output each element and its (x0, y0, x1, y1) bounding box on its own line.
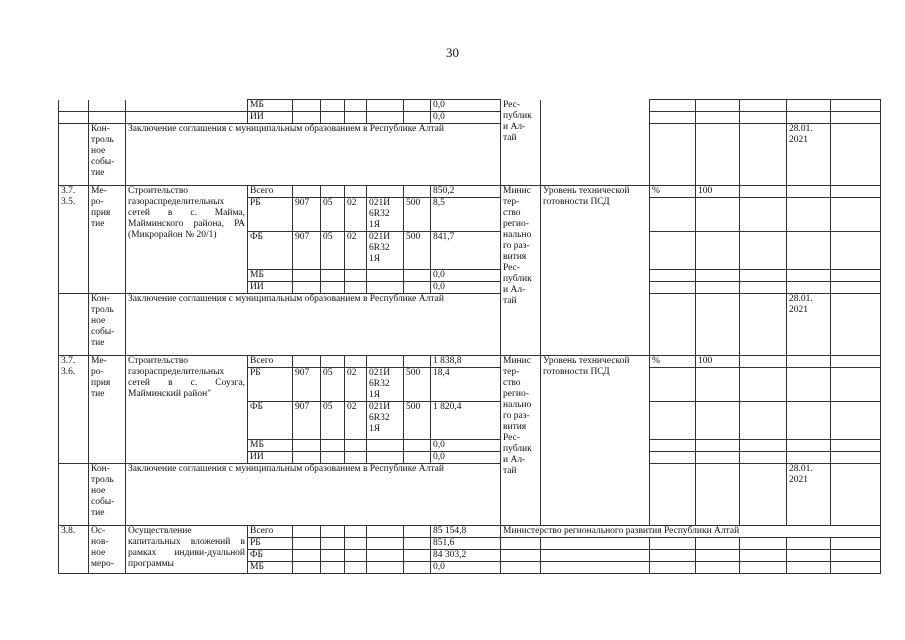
table-cell (367, 550, 404, 562)
page-number: 30 (446, 45, 459, 60)
table-cell (696, 464, 740, 526)
table-cell (293, 452, 321, 464)
table-cell (404, 100, 431, 112)
table-cell (501, 562, 541, 574)
table-cell (367, 282, 404, 294)
table-cell (740, 356, 787, 368)
table-cell (831, 538, 881, 550)
table-cell (345, 550, 367, 562)
source-cell: ИИ (248, 282, 293, 294)
table-cell (740, 198, 787, 232)
value-cell: 851,6 (431, 538, 501, 550)
table-cell (367, 526, 404, 538)
table-cell (650, 294, 696, 356)
table-cell (345, 270, 367, 282)
table-cell (367, 440, 404, 452)
table-cell (740, 294, 787, 356)
table-cell (293, 356, 321, 368)
table-cell (321, 550, 345, 562)
table-cell (367, 562, 404, 574)
table-cell (740, 402, 787, 440)
source-cell: ИИ (248, 452, 293, 464)
indicator-cell: Уровень технической готовности ПСД (541, 186, 650, 356)
source-cell: РБ (248, 538, 293, 550)
table-row (59, 526, 881, 538)
table-cell (293, 270, 321, 282)
table-cell (367, 112, 404, 124)
table-cell: 500 (404, 402, 431, 440)
table-cell (831, 186, 881, 198)
table-row (59, 464, 881, 526)
table-cell (345, 538, 367, 550)
table-cell (321, 526, 345, 538)
value-cell: 850,2 (431, 186, 501, 198)
table-cell (740, 112, 787, 124)
table-cell (831, 282, 881, 294)
table-cell (831, 112, 881, 124)
table-cell (650, 550, 696, 562)
item-kind: Ме- ро- прия тие (89, 356, 126, 464)
table-cell (787, 282, 831, 294)
table-cell (831, 402, 881, 440)
table-cell (740, 282, 787, 294)
table-cell (321, 538, 345, 550)
table-cell: 05 (321, 198, 345, 232)
table-cell: 907 (293, 198, 321, 232)
table-cell (696, 550, 740, 562)
executor-cell: Министерство регионального развития Республики Алтай (501, 526, 881, 538)
table-cell (321, 562, 345, 574)
table-cell (89, 100, 126, 112)
table-cell (831, 452, 881, 464)
table-cell (345, 356, 367, 368)
table-row (59, 294, 881, 356)
value-cell: 0,0 (431, 100, 501, 112)
source-cell: МБ (248, 100, 293, 112)
table-cell (367, 100, 404, 112)
table-cell (367, 356, 404, 368)
table-cell (321, 112, 345, 124)
table-cell (541, 550, 650, 562)
table-cell (321, 452, 345, 464)
table-cell (740, 232, 787, 270)
table-cell (696, 124, 740, 186)
table-cell (650, 100, 696, 112)
table-cell (293, 538, 321, 550)
table-cell (404, 526, 431, 538)
table-cell (345, 452, 367, 464)
table-cell: 02 (345, 198, 367, 232)
table-cell (696, 402, 740, 440)
table-cell (740, 452, 787, 464)
table-cell: 05 (321, 402, 345, 440)
executor-cell: Рес- публик и Ал- тай (501, 100, 541, 186)
table-cell (787, 112, 831, 124)
source-cell: ФБ (248, 232, 293, 270)
value-cell: 0,0 (431, 452, 501, 464)
table-cell (404, 282, 431, 294)
table-cell (650, 112, 696, 124)
table-cell: 907 (293, 232, 321, 270)
value-cell: 85 154,8 (431, 526, 501, 538)
table-cell (367, 186, 404, 198)
table-cell (404, 112, 431, 124)
table-cell: 907 (293, 402, 321, 440)
table-cell (541, 538, 650, 550)
table-cell (696, 538, 740, 550)
item-name: Строительство газораспределительных сетей в с. Майма, Майминского района, РА (Микрорайон № 20/1) (126, 186, 248, 294)
table-cell (404, 356, 431, 368)
control-date: 28.01. 2021 (787, 294, 831, 356)
table-cell (501, 550, 541, 562)
table-cell (650, 452, 696, 464)
table-row (59, 100, 881, 112)
value-cell: 1 838,8 (431, 356, 501, 368)
table-cell (345, 562, 367, 574)
table-cell (293, 550, 321, 562)
value-cell: 84 303,2 (431, 550, 501, 562)
table-cell (650, 198, 696, 232)
control-date: 28.01. 2021 (787, 464, 831, 526)
table-cell (831, 550, 881, 562)
source-cell: МБ (248, 440, 293, 452)
table-cell (367, 270, 404, 282)
control-label: Кон- троль ное собы- тие (89, 294, 126, 356)
value-cell: 1 820,4 (431, 402, 501, 440)
table-cell (321, 440, 345, 452)
table-cell (293, 526, 321, 538)
item-number: 3.7. 3.5. (59, 186, 89, 294)
value-cell: 841,7 (431, 232, 501, 270)
table-cell (321, 282, 345, 294)
table-cell (650, 562, 696, 574)
item-kind: Ос- нов- ное меро- (89, 526, 126, 574)
table-cell: 02 (345, 368, 367, 402)
table-cell (404, 550, 431, 562)
source-cell: ФБ (248, 550, 293, 562)
table-cell (293, 282, 321, 294)
table-cell (293, 100, 321, 112)
item-number: 3.8. (59, 526, 89, 574)
table-row (59, 186, 881, 198)
table-cell (787, 186, 831, 198)
table-cell (650, 124, 696, 186)
table-cell: 021И 6R32 1Я (367, 232, 404, 270)
table-cell (831, 356, 881, 368)
control-text: Заключение соглашения с муниципальным образованием в Республике Алтай (126, 124, 501, 186)
source-cell: РБ (248, 198, 293, 232)
table-cell: 907 (293, 368, 321, 402)
table-cell (345, 112, 367, 124)
table-cell (345, 526, 367, 538)
source-cell: МБ (248, 270, 293, 282)
value-cell: 0,0 (431, 282, 501, 294)
table-cell (59, 464, 89, 526)
table-cell (321, 356, 345, 368)
value-cell: 0,0 (431, 562, 501, 574)
table-cell (740, 100, 787, 112)
table-cell (831, 368, 881, 402)
control-date: 28.01. 2021 (787, 124, 831, 186)
source-cell: ИИ (248, 112, 293, 124)
table-cell (321, 100, 345, 112)
table-cell (367, 452, 404, 464)
table-cell: 021И 6R32 1Я (367, 198, 404, 232)
table-cell (787, 100, 831, 112)
table-row (59, 112, 881, 124)
table-cell (831, 270, 881, 282)
table-cell (404, 186, 431, 198)
table-cell (740, 538, 787, 550)
table-cell (831, 294, 881, 356)
table-cell (831, 440, 881, 452)
table-cell (321, 270, 345, 282)
table-cell (787, 402, 831, 440)
table-cell (59, 294, 89, 356)
control-label: Кон- троль ное собы- тие (89, 124, 126, 186)
table-cell (345, 282, 367, 294)
source-cell: Всего (248, 526, 293, 538)
source-cell: РБ (248, 368, 293, 402)
item-name: Осуществление капитальных вложений в рамках индиви-дуальной программы (126, 526, 248, 574)
table-cell (541, 100, 650, 186)
table-cell (740, 440, 787, 452)
source-cell: МБ (248, 562, 293, 574)
table-cell (740, 186, 787, 198)
value-cell: 8,5 (431, 198, 501, 232)
control-text: Заключение соглашения с муниципальным образованием в Республике Алтай (126, 294, 501, 356)
table-cell (650, 440, 696, 452)
table-cell (740, 550, 787, 562)
table-cell (59, 112, 89, 124)
value-cell: 18,4 (431, 368, 501, 402)
table-cell (787, 368, 831, 402)
target-cell: 100 (696, 186, 740, 198)
table-cell (126, 100, 248, 112)
table-cell (345, 100, 367, 112)
table-cell (696, 440, 740, 452)
table-cell (650, 232, 696, 270)
table-cell (293, 186, 321, 198)
table-cell (293, 562, 321, 574)
table-cell (787, 562, 831, 574)
table-row (59, 124, 881, 186)
table-cell (831, 232, 881, 270)
table-cell (740, 124, 787, 186)
table-cell (831, 100, 881, 112)
table-cell (541, 562, 650, 574)
unit-cell: % (650, 356, 696, 368)
table-cell (696, 100, 740, 112)
table-cell: 05 (321, 232, 345, 270)
table-cell (787, 232, 831, 270)
table-cell (831, 198, 881, 232)
table-cell: 02 (345, 232, 367, 270)
table-cell (404, 270, 431, 282)
table-cell (740, 368, 787, 402)
table-cell (293, 112, 321, 124)
table-cell (831, 562, 881, 574)
item-kind: Ме- ро- прия тие (89, 186, 126, 294)
table-cell (650, 464, 696, 526)
table-cell: 500 (404, 198, 431, 232)
table-cell (404, 562, 431, 574)
source-cell: Всего (248, 356, 293, 368)
table-cell (787, 356, 831, 368)
control-text: Заключение соглашения с муниципальным образованием в Республике Алтай (126, 464, 501, 526)
table-cell (650, 402, 696, 440)
target-cell: 100 (696, 356, 740, 368)
table-cell (740, 270, 787, 282)
table-cell (740, 562, 787, 574)
value-cell: 0,0 (431, 112, 501, 124)
value-cell: 0,0 (431, 270, 501, 282)
item-number: 3.7. 3.6. (59, 356, 89, 464)
table-cell: 05 (321, 368, 345, 402)
table-cell (126, 112, 248, 124)
table-cell (650, 270, 696, 282)
source-cell: Всего (248, 186, 293, 198)
table-cell (787, 538, 831, 550)
table-cell (59, 124, 89, 186)
table-cell (59, 100, 89, 112)
source-cell: ФБ (248, 402, 293, 440)
table-cell (501, 538, 541, 550)
table-cell (696, 270, 740, 282)
table-cell (787, 198, 831, 232)
table-cell (650, 538, 696, 550)
table-cell (650, 368, 696, 402)
table-cell (787, 440, 831, 452)
table-cell (696, 198, 740, 232)
unit-cell: % (650, 186, 696, 198)
table-cell (740, 464, 787, 526)
table-cell (787, 270, 831, 282)
table-cell (787, 550, 831, 562)
table-cell: 021И 6R32 1Я (367, 402, 404, 440)
control-label: Кон- троль ное собы- тие (89, 464, 126, 526)
table-cell (696, 282, 740, 294)
executor-cell: Минис тер- ство регио- нальио го раз- вития Рес- публик и Ал- тай (501, 356, 541, 526)
table-cell (696, 294, 740, 356)
table-cell (404, 452, 431, 464)
table-cell (696, 112, 740, 124)
table-cell (696, 368, 740, 402)
table-cell (831, 464, 881, 526)
value-cell: 0,0 (431, 440, 501, 452)
table-cell (89, 112, 126, 124)
table-cell (650, 282, 696, 294)
table-cell (345, 186, 367, 198)
table-cell (345, 440, 367, 452)
table-cell: 02 (345, 402, 367, 440)
executor-cell: Минис тер- ство регио- нально го раз- вития Рес- публик и Ал- тай (501, 186, 541, 356)
table-cell: 500 (404, 232, 431, 270)
table-cell (367, 538, 404, 550)
table-cell (696, 232, 740, 270)
table-cell (404, 440, 431, 452)
program-table (58, 99, 881, 574)
indicator-cell: Уровень технической готовности ПСД (541, 356, 650, 526)
table-cell: 021И 6R32 1Я (367, 368, 404, 402)
table-cell (831, 124, 881, 186)
table-cell (696, 562, 740, 574)
table-cell (404, 538, 431, 550)
table-cell (293, 440, 321, 452)
item-name: Строительство газораспределительных сетей в с. Соузга, Майминский район" (126, 356, 248, 464)
table-cell (696, 452, 740, 464)
table-cell: 500 (404, 368, 431, 402)
table-cell (787, 452, 831, 464)
table-row (59, 356, 881, 368)
table-cell (321, 186, 345, 198)
